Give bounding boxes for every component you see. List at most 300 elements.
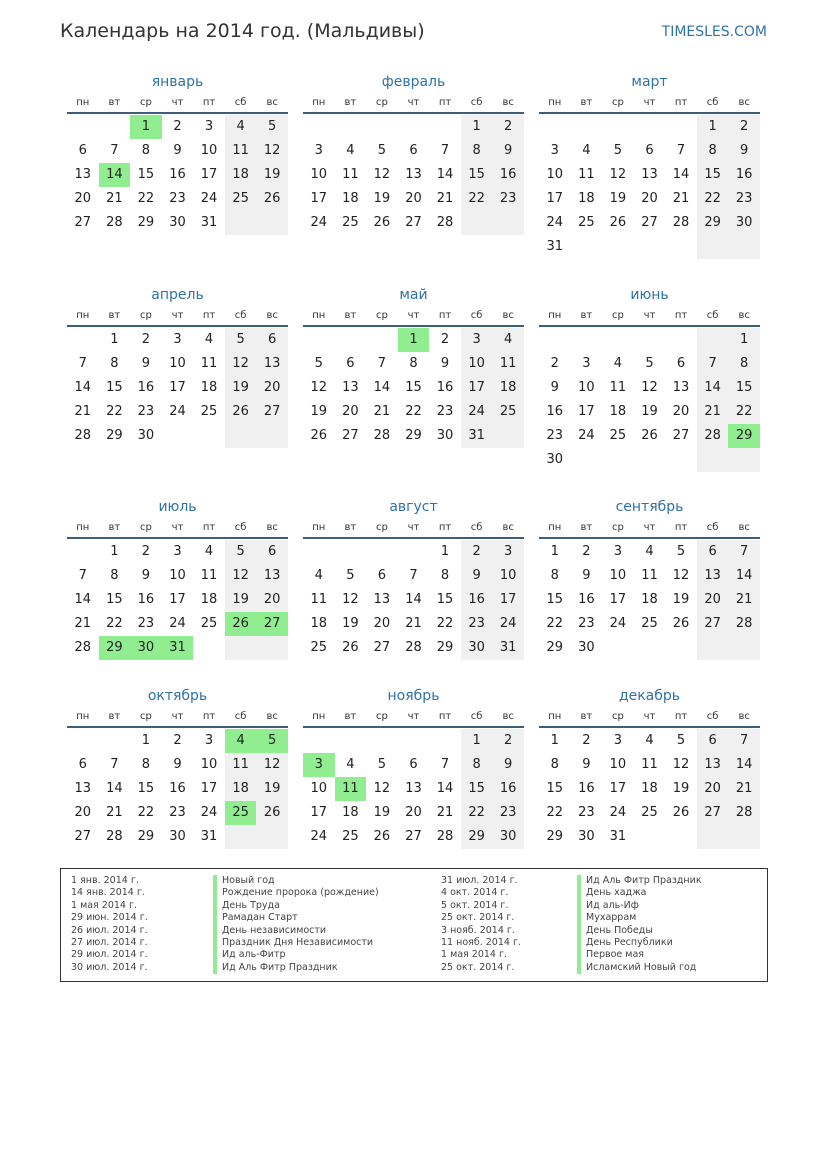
month-name: сентябрь (615, 499, 684, 515)
day-cell: 3 (204, 119, 214, 134)
days-grid (303, 540, 524, 660)
days-grid (67, 540, 288, 660)
day-cell: 12 (373, 781, 391, 796)
day-empty (539, 328, 571, 352)
day-cell: 5 (377, 143, 387, 158)
day-cell: 28 (697, 424, 729, 448)
day-cell: 3 (613, 733, 623, 748)
weekday-label: сб (234, 710, 247, 722)
day-cell: 21 (697, 400, 729, 424)
day-cell: 15 (461, 163, 493, 187)
weekday-label: чт (171, 521, 184, 533)
weekday-label: чт (407, 96, 420, 108)
month-name: май (399, 287, 428, 303)
day-empty (67, 115, 99, 139)
weekday-label: ср (375, 96, 388, 108)
weekday-label: пн (312, 710, 326, 722)
day-cell: 19 (609, 191, 627, 206)
day-cell: 2 (173, 119, 182, 134)
month-name: июль (158, 499, 197, 515)
day-cell: 26 (373, 215, 391, 230)
day-cell: 25 (492, 400, 524, 424)
weekday-label: ср (139, 309, 152, 321)
day-cell: 22 (461, 187, 493, 211)
day-cell: 24 (169, 616, 186, 631)
day-cell: 2 (461, 540, 493, 564)
weekday-header (303, 92, 524, 114)
day-cell-holiday: 3 (303, 753, 335, 777)
day-cell-holiday: 29 (99, 636, 131, 660)
day-cell: 28 (74, 640, 92, 655)
day-cell: 30 (578, 829, 595, 844)
weekday-header (303, 305, 524, 327)
day-cell: 20 (342, 404, 359, 419)
day-cell: 31 (492, 636, 524, 660)
day-cell: 9 (550, 380, 559, 395)
holiday-date: 3 нояб. 2014 г. (441, 924, 515, 936)
day-cell: 18 (342, 805, 359, 820)
day-empty (225, 424, 257, 448)
weekday-label: пн (548, 309, 562, 321)
day-cell: 27 (405, 215, 422, 230)
day-cell: 23 (137, 404, 155, 419)
weekday-label: пт (674, 96, 688, 108)
day-cell: 11 (578, 167, 595, 182)
day-cell: 26 (310, 428, 328, 443)
day-empty (634, 115, 666, 139)
weekday-label: пт (438, 710, 452, 722)
month-3 (539, 72, 760, 259)
day-empty (602, 328, 634, 352)
month-9 (539, 497, 760, 660)
holiday-date: 1 янв. 2014 г. (71, 875, 139, 886)
day-empty (665, 636, 697, 660)
weekday-label: вт (344, 309, 357, 321)
day-empty (602, 235, 634, 259)
day-cell: 11 (609, 380, 627, 395)
holiday-date: 27 июл. 2014 г. (71, 936, 148, 948)
day-cell: 14 (728, 753, 760, 777)
day-cell: 10 (169, 356, 186, 371)
day-empty (366, 729, 398, 753)
day-cell: 5 (676, 733, 686, 748)
day-cell: 30 (436, 428, 454, 443)
day-cell: 10 (310, 167, 328, 182)
month-8 (303, 497, 524, 660)
day-empty (539, 115, 571, 139)
day-cell: 13 (641, 167, 658, 182)
holiday-name: Новый год (213, 875, 379, 887)
weekday-header (67, 706, 288, 728)
day-cell: 24 (461, 400, 493, 424)
day-cell: 5 (645, 356, 654, 371)
day-cell: 30 (492, 825, 524, 849)
day-cell: 28 (106, 829, 123, 844)
day-cell: 10 (546, 167, 564, 182)
day-empty (67, 540, 99, 564)
day-cell: 15 (546, 781, 564, 796)
day-cell-holiday: 5 (256, 729, 288, 753)
day-cell: 3 (492, 540, 524, 564)
day-cell: 1 (697, 115, 729, 139)
day-empty (665, 235, 697, 259)
day-cell: 8 (141, 143, 151, 158)
weekday-label: пн (312, 96, 326, 108)
day-cell: 25 (225, 187, 257, 211)
day-cell: 2 (141, 544, 151, 559)
day-cell: 15 (728, 376, 760, 400)
day-cell: 11 (225, 139, 257, 163)
day-cell-holiday: 30 (130, 636, 162, 660)
holiday-date: 25 окт. 2014 г. (441, 961, 515, 973)
day-cell: 26 (256, 187, 288, 211)
day-cell: 8 (461, 753, 493, 777)
day-empty (429, 729, 461, 753)
month-name: март (631, 74, 668, 90)
day-cell: 23 (728, 187, 760, 211)
day-empty (99, 115, 131, 139)
day-cell: 9 (141, 356, 151, 371)
day-cell: 19 (225, 376, 257, 400)
month-name: апрель (151, 287, 204, 303)
day-cell: 11 (492, 352, 524, 376)
day-cell: 15 (405, 380, 422, 395)
day-empty (602, 448, 634, 472)
day-cell: 20 (405, 805, 422, 820)
day-cell: 7 (377, 356, 387, 371)
day-cell: 27 (405, 829, 422, 844)
day-cell: 6 (409, 757, 418, 772)
day-cell: 30 (728, 211, 760, 235)
weekday-label: сб (470, 521, 483, 533)
day-cell: 3 (582, 356, 591, 371)
month-name: февраль (381, 74, 446, 90)
day-cell: 1 (461, 115, 493, 139)
day-cell: 18 (641, 592, 658, 607)
day-cell: 23 (169, 191, 186, 206)
day-cell: 6 (256, 540, 288, 564)
weekday-label: ср (375, 309, 388, 321)
day-cell: 15 (697, 163, 729, 187)
day-cell: 4 (204, 544, 214, 559)
day-cell: 3 (204, 733, 214, 748)
day-cell: 3 (173, 332, 182, 347)
day-cell: 9 (173, 757, 182, 772)
day-cell: 7 (440, 143, 450, 158)
day-cell: 29 (137, 829, 155, 844)
holiday-name: Исламский Новый год (577, 962, 702, 974)
day-cell: 21 (436, 191, 454, 206)
day-cell: 4 (225, 115, 257, 139)
day-cell: 17 (461, 376, 493, 400)
weekday-label: ср (611, 521, 624, 533)
weekday-label: ср (139, 521, 152, 533)
day-cell: 11 (641, 568, 658, 583)
day-empty (602, 115, 634, 139)
day-empty (225, 636, 257, 660)
day-empty (225, 211, 257, 235)
weekday-label: пн (548, 710, 562, 722)
holiday-date: 25 окт. 2014 г. (441, 912, 515, 924)
day-cell: 31 (609, 829, 627, 844)
holiday-date: 14 янв. 2014 г. (71, 887, 145, 899)
day-cell: 6 (697, 540, 729, 564)
day-cell-holiday: 4 (225, 729, 257, 753)
holiday-name: День Победы (577, 925, 702, 937)
day-cell: 5 (225, 328, 257, 352)
day-cell: 27 (74, 215, 92, 230)
day-cell: 1 (728, 328, 760, 352)
day-cell: 9 (141, 568, 151, 583)
day-cell: 16 (728, 163, 760, 187)
weekday-header (303, 706, 524, 728)
day-empty (99, 729, 131, 753)
day-cell: 21 (405, 616, 422, 631)
days-grid (67, 115, 288, 235)
day-cell: 5 (225, 540, 257, 564)
day-cell: 10 (578, 380, 595, 395)
day-cell: 19 (373, 191, 391, 206)
day-cell: 21 (728, 588, 760, 612)
weekday-label: вт (344, 96, 357, 108)
day-cell: 10 (492, 564, 524, 588)
day-cell: 6 (676, 356, 686, 371)
day-empty (492, 424, 524, 448)
day-cell: 13 (405, 167, 422, 182)
day-cell: 23 (169, 805, 186, 820)
weekday-label: вт (344, 710, 357, 722)
weekday-label: пт (202, 710, 216, 722)
weekday-label: чт (407, 710, 420, 722)
weekday-label: вс (502, 96, 514, 108)
day-cell-holiday: 29 (728, 424, 760, 448)
day-cell: 23 (137, 616, 155, 631)
holiday-name: Ид аль-Иф (577, 900, 702, 912)
day-cell: 1 (440, 544, 450, 559)
day-cell: 17 (578, 404, 595, 419)
day-cell: 6 (256, 328, 288, 352)
day-cell: 21 (74, 404, 92, 419)
day-empty (697, 235, 729, 259)
day-cell: 2 (440, 332, 450, 347)
month-5 (303, 285, 524, 448)
day-cell: 16 (137, 380, 155, 395)
weekday-label: пн (548, 96, 562, 108)
month-6 (539, 285, 760, 472)
month-4 (67, 285, 288, 448)
day-cell: 12 (641, 380, 658, 395)
day-cell: 16 (169, 167, 186, 182)
weekday-label: сб (470, 96, 483, 108)
month-2 (303, 72, 524, 235)
weekday-label: пн (76, 309, 90, 321)
day-cell: 28 (74, 428, 92, 443)
day-cell: 27 (342, 428, 359, 443)
day-cell: 2 (173, 733, 182, 748)
weekday-label: пт (674, 710, 688, 722)
day-cell: 27 (697, 612, 729, 636)
day-cell: 25 (310, 640, 328, 655)
days-grid (539, 729, 760, 849)
day-cell: 24 (578, 428, 595, 443)
holiday-date: 29 июн. 2014 г. (71, 912, 148, 924)
day-cell: 10 (169, 568, 186, 583)
site-link[interactable]: TIMESLES.COM (661, 24, 767, 40)
day-cell: 22 (546, 805, 564, 820)
day-cell: 27 (74, 829, 92, 844)
holiday-name: Ид Аль Фитр Праздник (213, 962, 379, 974)
month-12 (539, 686, 760, 849)
day-empty (303, 115, 335, 139)
day-empty (665, 328, 697, 352)
weekday-label: ср (611, 309, 624, 321)
day-empty (398, 540, 430, 564)
day-cell: 18 (492, 376, 524, 400)
day-cell: 30 (546, 452, 564, 467)
day-empty (602, 636, 634, 660)
day-cell: 22 (405, 404, 422, 419)
day-empty (67, 328, 99, 352)
day-cell: 20 (672, 404, 690, 419)
weekday-label: вс (738, 710, 750, 722)
day-cell: 17 (609, 781, 627, 796)
day-cell: 14 (74, 380, 92, 395)
day-cell: 17 (546, 191, 564, 206)
day-empty (697, 448, 729, 472)
weekday-label: пт (202, 521, 216, 533)
weekday-header (539, 92, 760, 114)
day-cell: 9 (173, 143, 182, 158)
weekday-label: пн (76, 710, 90, 722)
day-cell: 17 (310, 191, 328, 206)
day-empty (256, 636, 288, 660)
day-cell: 24 (200, 805, 218, 820)
weekday-label: чт (643, 309, 656, 321)
day-cell: 4 (613, 356, 623, 371)
day-cell: 14 (697, 376, 729, 400)
day-cell: 12 (256, 753, 288, 777)
day-cell: 20 (256, 376, 288, 400)
day-empty (571, 235, 603, 259)
weekday-label: чт (643, 521, 656, 533)
day-cell: 2 (582, 544, 591, 559)
day-cell: 16 (546, 404, 564, 419)
day-cell-holiday: 1 (398, 328, 430, 352)
day-cell: 7 (78, 568, 87, 583)
day-cell: 22 (728, 400, 760, 424)
day-cell: 11 (200, 356, 218, 371)
day-cell: 9 (582, 568, 591, 583)
day-empty (303, 729, 335, 753)
weekday-label: вт (108, 710, 121, 722)
day-cell: 30 (578, 640, 595, 655)
day-cell: 20 (697, 777, 729, 801)
day-cell: 8 (141, 757, 151, 772)
day-cell: 6 (645, 143, 654, 158)
day-cell: 7 (409, 568, 418, 583)
day-cell: 12 (609, 167, 627, 182)
days-grid (303, 115, 524, 235)
day-cell: 6 (346, 356, 355, 371)
month-name: декабрь (618, 688, 681, 704)
day-cell: 16 (492, 777, 524, 801)
day-cell: 28 (728, 801, 760, 825)
day-cell: 24 (310, 215, 328, 230)
day-cell: 7 (78, 356, 87, 371)
weekday-label: вс (266, 96, 278, 108)
day-cell: 10 (461, 352, 493, 376)
holiday-names-left (213, 875, 379, 974)
weekday-label: чт (171, 96, 184, 108)
weekday-label: чт (171, 710, 184, 722)
month-10 (67, 686, 288, 849)
holiday-date: 1 мая 2014 г. (71, 899, 137, 911)
day-cell: 7 (676, 143, 686, 158)
day-cell: 21 (74, 616, 92, 631)
day-cell: 22 (546, 616, 564, 631)
day-cell: 3 (613, 544, 623, 559)
day-cell: 27 (641, 215, 658, 230)
day-cell: 11 (342, 167, 359, 182)
day-empty (335, 328, 367, 352)
day-cell: 28 (436, 215, 454, 230)
day-cell: 27 (256, 400, 288, 424)
day-empty (193, 636, 225, 660)
day-empty (697, 328, 729, 352)
day-cell: 23 (578, 805, 595, 820)
day-empty (697, 636, 729, 660)
day-cell: 12 (256, 139, 288, 163)
day-cell: 24 (492, 612, 524, 636)
month-7 (67, 497, 288, 660)
weekday-label: сб (234, 309, 247, 321)
day-cell: 4 (582, 143, 591, 158)
day-cell: 6 (409, 143, 418, 158)
weekday-label: чт (643, 96, 656, 108)
day-cell: 7 (728, 540, 760, 564)
day-empty (728, 825, 760, 849)
weekday-label: вт (580, 521, 593, 533)
weekday-label: пт (202, 309, 216, 321)
weekday-label: вс (738, 521, 750, 533)
day-cell: 14 (436, 781, 454, 796)
day-cell: 13 (405, 781, 422, 796)
weekday-header (303, 517, 524, 539)
day-cell: 13 (74, 781, 92, 796)
day-cell: 21 (106, 191, 123, 206)
day-cell: 24 (609, 805, 627, 820)
day-cell: 17 (200, 167, 218, 182)
day-cell: 26 (672, 805, 690, 820)
day-cell: 20 (373, 616, 391, 631)
day-cell: 12 (672, 568, 690, 583)
month-name: январь (151, 74, 204, 90)
day-empty (67, 729, 99, 753)
day-cell: 29 (137, 215, 155, 230)
day-cell: 16 (436, 380, 454, 395)
day-cell: 28 (728, 612, 760, 636)
day-empty (634, 825, 666, 849)
weekday-label: чт (407, 521, 420, 533)
day-cell: 19 (672, 592, 690, 607)
holiday-date: 29 июл. 2014 г. (71, 949, 148, 961)
day-cell: 8 (550, 757, 559, 772)
day-cell: 1 (461, 729, 493, 753)
day-cell: 21 (728, 777, 760, 801)
day-cell-holiday: 14 (99, 163, 131, 187)
day-cell: 26 (672, 616, 690, 631)
day-cell: 5 (676, 544, 686, 559)
